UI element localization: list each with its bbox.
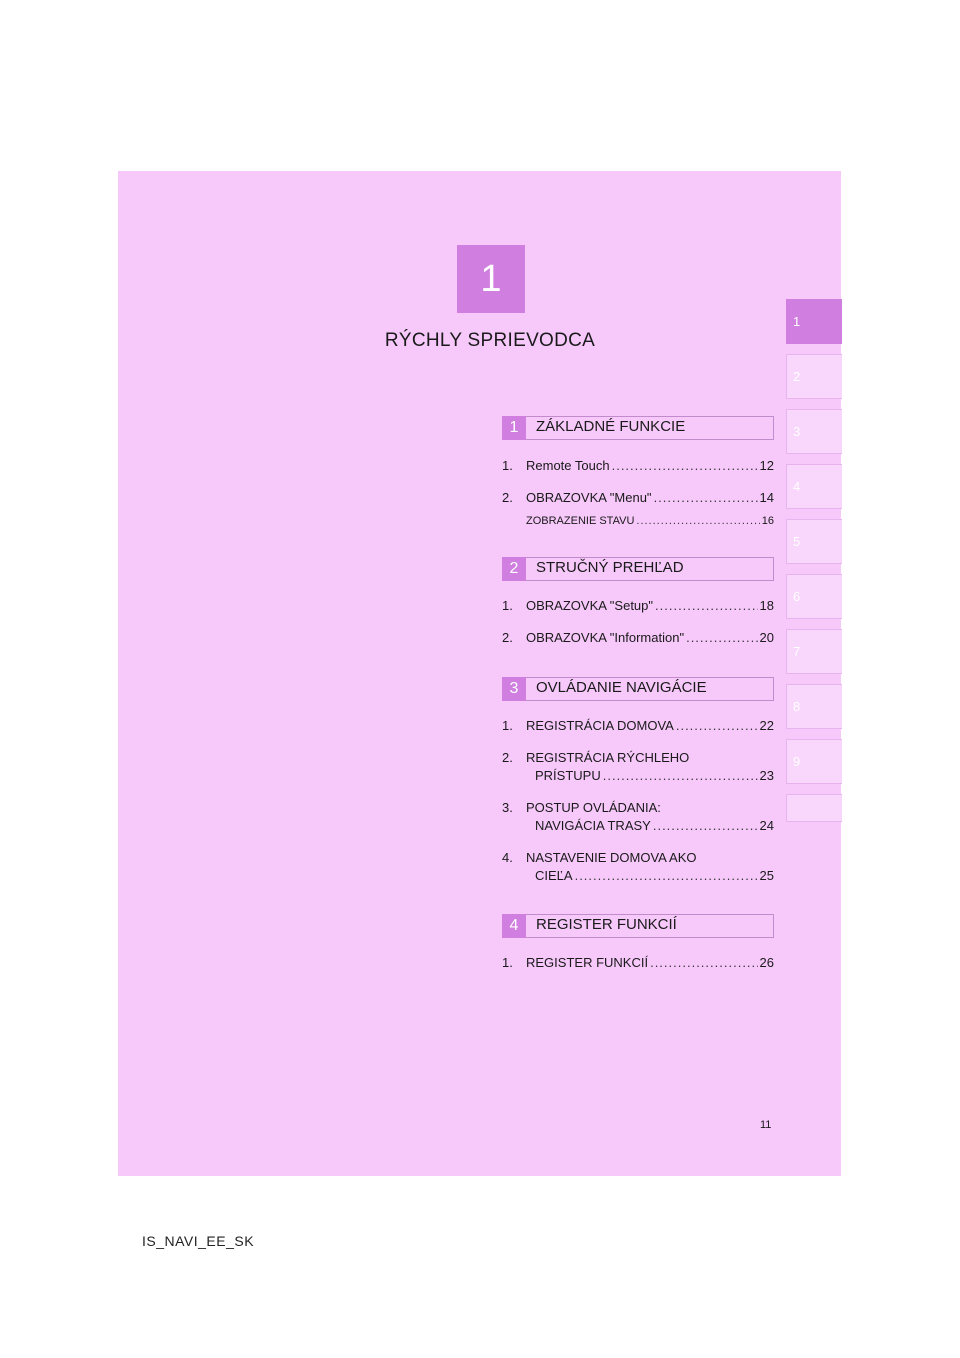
page-number: 11 [760,1119,772,1131]
toc-entry[interactable]: 2. OBRAZOVKA "Menu" ..... 14 [502,489,774,507]
chapter-number-box [457,245,525,313]
tab-chapter-3[interactable]: 3 [786,409,842,454]
toc-entry[interactable]: 3. POSTUP OVLÁDANIA: NAVIGÁCIA TRASY ..... 24 [502,799,774,835]
page-panel [118,171,841,1176]
tab-chapter-9[interactable]: 9 [786,739,842,784]
toc-entry[interactable]: 2. REGISTRÁCIA RÝCHLEHO PRÍSTUPU ..... 23 [502,749,774,785]
toc-entry[interactable]: 2. OBRAZOVKA "Information" ..... 20 [502,629,774,647]
chapter-number: 1 [480,257,502,300]
section-header [502,557,774,581]
section-title: REGISTER FUNKCIÍ [536,916,677,933]
section-title: OVLÁDANIE NAVIGÁCIE [536,679,707,696]
section-header [502,677,774,701]
toc-entry[interactable]: 1. REGISTER FUNKCIÍ ..... 26 [502,954,774,972]
tab-chapter-6[interactable]: 6 [786,574,842,619]
tab-chapter-index[interactable] [786,794,842,822]
toc-entry[interactable]: 4. NASTAVENIE DOMOVA AKO CIEĽA ..... 25 [502,849,774,885]
section-header [502,416,774,440]
section-header [502,914,774,938]
section-2 [502,557,774,645]
section-title: STRUČNÝ PREHĽAD [536,559,684,576]
chapter-title: RÝCHLY SPRIEVODCA [384,330,596,351]
section-3 [502,677,774,883]
section-number: 2 [502,557,526,581]
toc-entry[interactable]: 1. Remote Touch ..... 12 [502,457,774,475]
section-4 [502,914,774,970]
tab-chapter-4[interactable]: 4 [786,464,842,509]
section-number: 4 [502,914,526,938]
tab-chapter-1[interactable]: 1 [786,299,842,344]
section-title: ZÁKLADNÉ FUNKCIE [536,418,686,435]
section-number: 3 [502,677,526,701]
chapter-tabs [786,299,842,832]
section-number: 1 [502,416,526,440]
tab-chapter-5[interactable]: 5 [786,519,842,564]
tab-chapter-2[interactable]: 2 [786,354,842,399]
toc-sub-entry[interactable]: ZOBRAZENIE STAVU ..... 16 [502,512,774,530]
tab-chapter-8[interactable]: 8 [786,684,842,729]
footer-code: IS_NAVI_EE_SK [142,1233,255,1249]
toc-entry[interactable]: 1. REGISTRÁCIA DOMOVA ..... 22 [502,717,774,735]
section-1 [502,416,774,527]
tab-chapter-7[interactable]: 7 [786,629,842,674]
toc-entry[interactable]: 1. OBRAZOVKA "Setup" ..... 18 [502,597,774,615]
